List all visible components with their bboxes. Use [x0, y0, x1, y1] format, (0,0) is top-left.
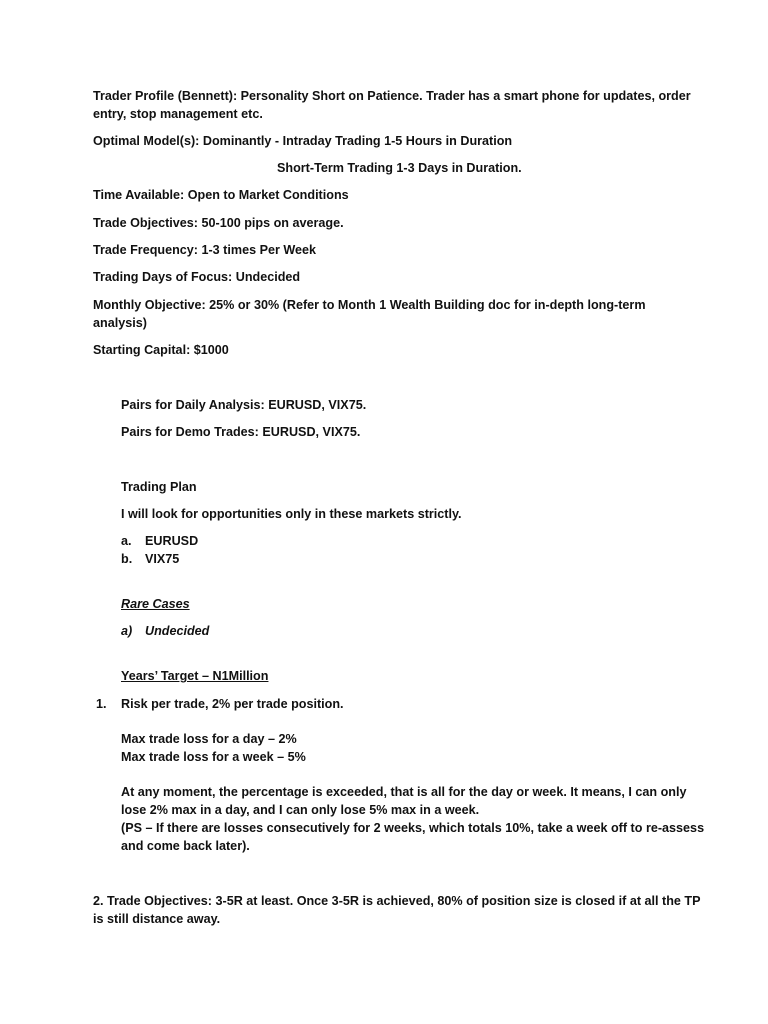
- market-item-b: [121, 550, 179, 568]
- list-marker: a): [121, 624, 133, 638]
- list-item-text: Undecided: [145, 624, 210, 638]
- rule-1-text: Risk per trade, 2% per trade position.: [121, 697, 344, 711]
- trader-profile-line-2: entry, stop management etc.: [93, 107, 263, 121]
- trade-frequency-line: Trade Frequency: 1-3 times Per Week: [93, 243, 317, 257]
- trade-objectives-line: Trade Objectives: 50-100 pips on average.: [93, 216, 344, 230]
- trading-plan-intro: I will look for opportunities only in these markets strictly.: [121, 507, 462, 521]
- monthly-objective-line-1: Monthly Objective: 25% or 30% (Refer to Month 1 Wealth Building doc for in-depth long-term: [93, 298, 646, 312]
- trader-profile-line-1: Trader Profile (Bennett): Personality Short on Patience. Trader has a smart phone for updates, order: [93, 89, 691, 103]
- ps-line-2: and come back later).: [121, 839, 250, 853]
- years-target-heading: Years’ Target – N1Million: [121, 669, 269, 683]
- list-marker: a.: [121, 534, 132, 548]
- monthly-objective-line-2: analysis): [93, 316, 147, 330]
- moment-line-2: lose 2% max in a day, and I can only lose 5% max in a week.: [121, 803, 480, 817]
- rule-2-line-1: 2. Trade Objectives: 3-5R at least. Once 3-5R is achieved, 80% of position size is closed if at all the TP: [93, 894, 701, 908]
- rule-1-marker: 1.: [96, 697, 107, 711]
- market-item-a: [121, 532, 198, 550]
- max-loss-day-line: Max trade loss for a day – 2%: [121, 732, 297, 746]
- trading-plan-heading: Trading Plan: [121, 480, 197, 494]
- starting-capital-line: Starting Capital: $1000: [93, 343, 229, 357]
- moment-line-1: At any moment, the percentage is exceeded, that is all for the day or week. It means, I can only: [121, 785, 687, 799]
- trading-days-line: Trading Days of Focus: Undecided: [93, 270, 301, 284]
- list-item-text: EURUSD: [145, 534, 199, 548]
- list-marker: b.: [121, 552, 133, 566]
- ps-line-1: (PS – If there are losses consecutively for 2 weeks, which totals 10%, take a week off to re-assess: [121, 821, 705, 835]
- list-item-text: VIX75: [145, 552, 180, 566]
- optimal-model-line: Optimal Model(s): Dominantly - Intraday Trading 1-5 Hours in Duration: [93, 134, 513, 148]
- rare-cases-heading: Rare Cases: [121, 597, 190, 611]
- rare-case-item-a: [121, 622, 209, 640]
- short-term-line: Short-Term Trading 1-3 Days in Duration.: [277, 161, 522, 175]
- pairs-daily-line: Pairs for Daily Analysis: EURUSD, VIX75.: [121, 398, 367, 412]
- max-loss-week-line: Max trade loss for a week – 5%: [121, 750, 306, 764]
- rule-2-line-2: is still distance away.: [93, 912, 221, 926]
- time-available-line: Time Available: Open to Market Conditions: [93, 188, 349, 202]
- pairs-demo-line: Pairs for Demo Trades: EURUSD, VIX75.: [121, 425, 361, 439]
